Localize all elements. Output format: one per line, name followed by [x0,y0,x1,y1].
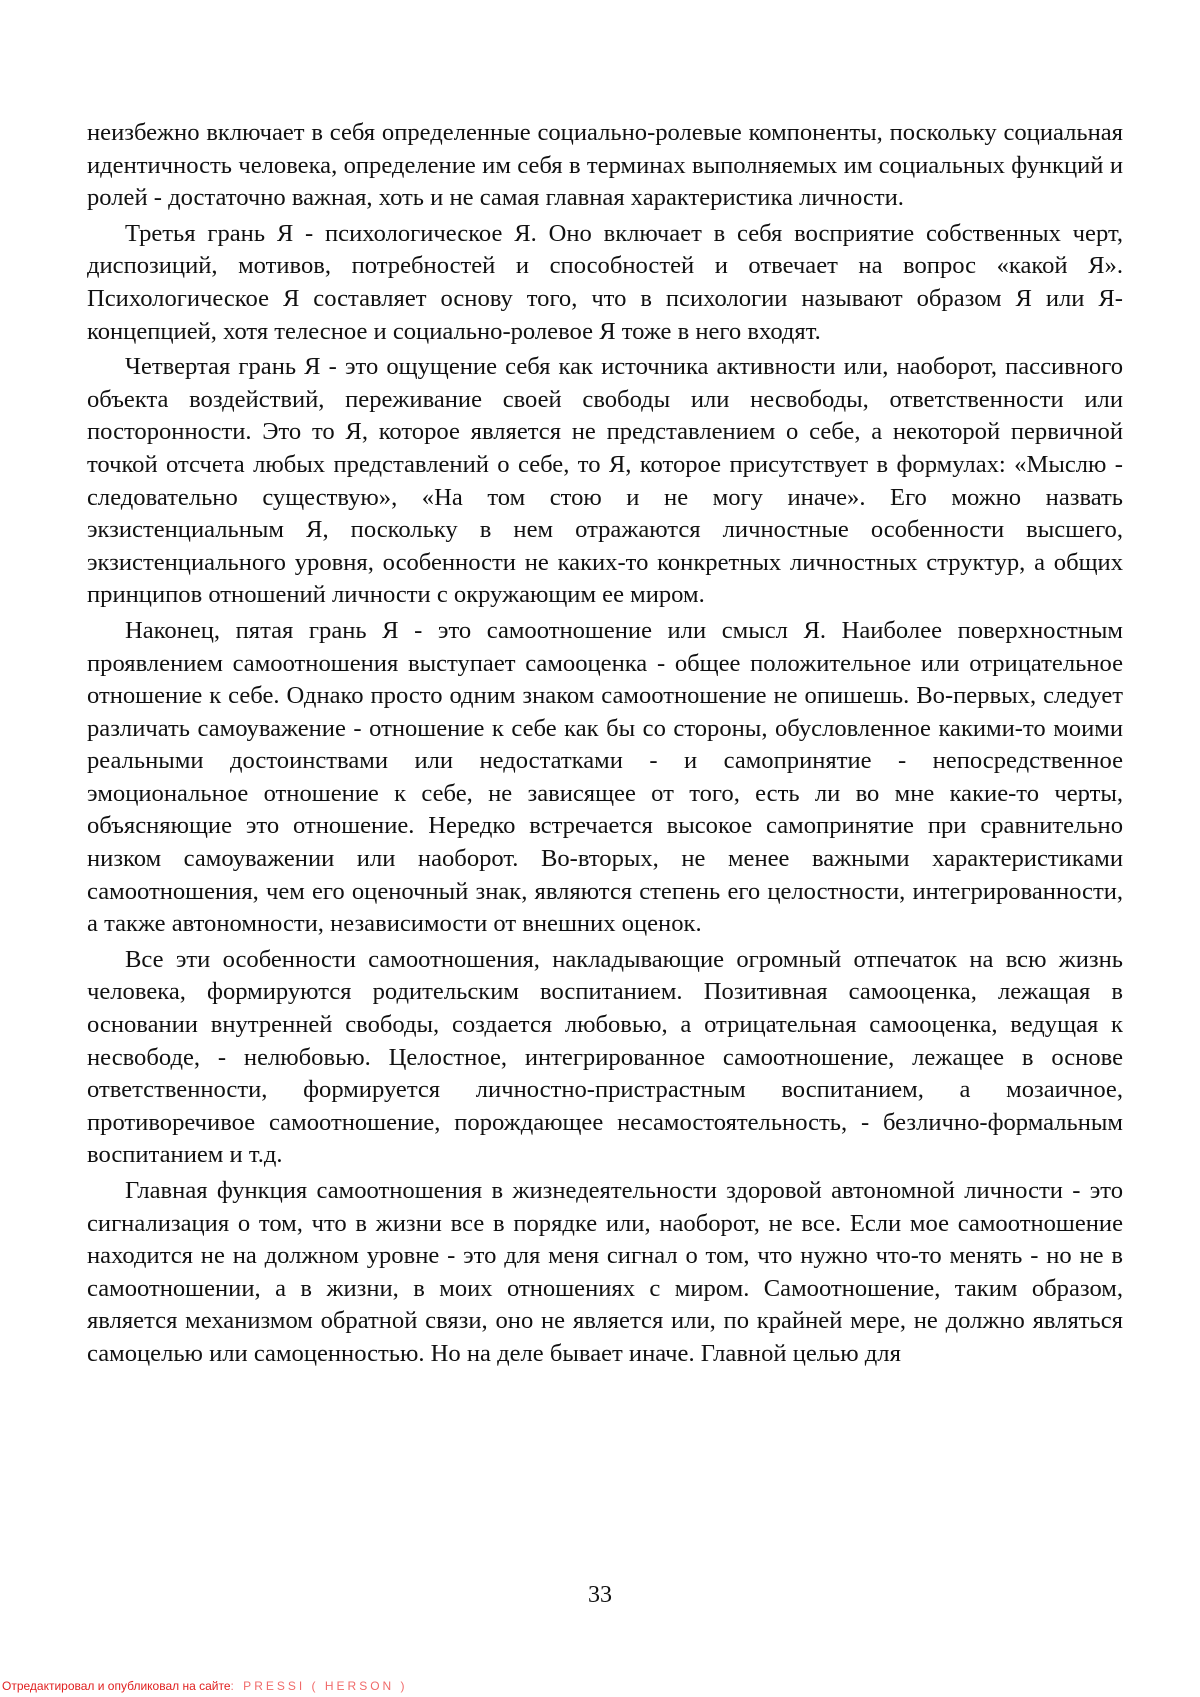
paragraph-3: Четвертая грань Я - это ощущение себя как источника активности или, наоборот, пассивного объекта воздействий, переживание своей свободы или несвободы, ответственности или посторонности. Это то Я, которое является не представлением о себе, а некоторой первичной точкой отсчета любых представлений о себе, то Я, которое присутствует в формулах: «Мыслю - следовательно существую», «На том стою и не могу иначе». Его можно назвать экзистенциальным Я, поскольку в нем отражаются личностные особенности высшего, экзистенциального уровня, особенности не каких-то конкретных личностных структур, а общих принципов отношений личности с окружающим ее миром. [87,351,1123,612]
page-number: 33 [0,1580,1200,1610]
publisher-footer-label: Отредактировал и опубликовал на сайте [2,1679,231,1693]
paragraph-6: Главная функция самоотношения в жизнедеятельности здоровой автономной личности - это сигнализация о том, что в жизни все в порядке или, наоборот, не все. Если мое самоотношение находится не на должном уровне - это для меня сигнал о том, что нужно что-то менять - но не в самоотношении, а в жизни, в моих отношениях с миром. Самоотношение, таким образом, является механизмом обратной связи, оно не является или, по крайней мере, не должно являться самоцелью или самоценностью. Но на деле бывает иначе. Главной целью для [87,1175,1123,1371]
document-page [0,0,1200,1697]
text-body [87,117,1123,1374]
paragraph-1: неизбежно включает в себя определенные социально-ролевые компоненты, поскольку социальная идентичность человека, определение им себя в терминах выполняемых им социальных функций и ролей - достаточно важная, хоть и не самая главная характеристика личности. [87,117,1123,215]
publisher-footer [2,1679,408,1693]
paragraph-4: Наконец, пятая грань Я - это самоотношение или смысл Я. Наиболее поверхностным проявлением самоотношения выступает самооценка - общее положительное или отрицательное отношение к себе. Однако просто одним знаком самоотношение не опишешь. Во-первых, следует различать самоуважение - отношение к себе как бы со стороны, обусловленное какими-то моими реальными достоинствами или недостатками - и самопринятие - непосредственное эмоциональное отношение к себе, не зависящее от того, есть ли во мне какие-то черты, объясняющие это отношение. Нередко встречается высокое самопринятие при сравнительно низком самоуважении или наоборот. Во-вторых, не менее важными характеристиками самоотношения, чем его оценочный знак, являются степень его целостности, интегрированности, а также автономности, независимости от внешних оценок. [87,615,1123,941]
publisher-footer-site: : PRESSI ( HERSON ) [231,1679,408,1693]
paragraph-5: Все эти особенности самоотношения, накладывающие огромный отпечаток на всю жизнь человека, формируются родительским воспитанием. Позитивная самооценка, лежащая в основании внутренней свободы, создается любовью, а отрицательная самооценка, ведущая к несвободе, - нелюбовью. Целостное, интегрированное самоотношение, лежащее в основе ответственности, формируется личностно-пристрастным воспитанием, а мозаичное, противоречивое самоотношение, порождающее несамостоятельность, - безлично-формальным воспитанием и т.д. [87,944,1123,1172]
paragraph-2: Третья грань Я - психологическое Я. Оно включает в себя восприятие собственных черт, диспозиций, мотивов, потребностей и способностей и отвечает на вопрос «какой Я». Психологическое Я составляет основу того, что в психологии называют образом Я или Я-концепцией, хотя телесное и социально-ролевое Я тоже в него входят. [87,218,1123,348]
